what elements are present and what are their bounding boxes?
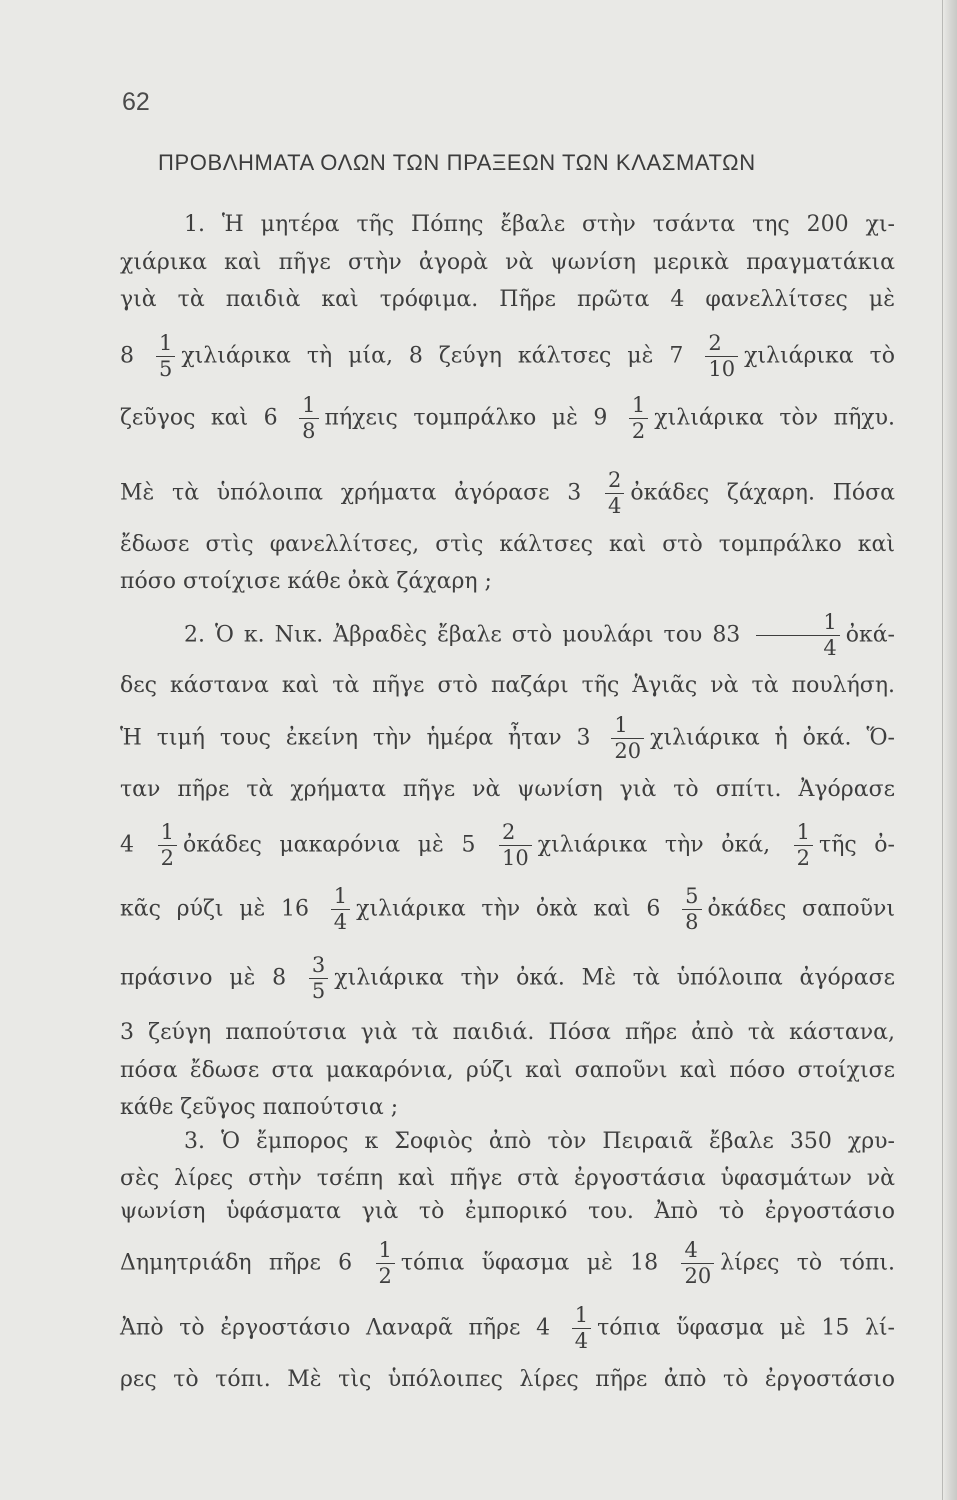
problem-2-line-8: 3 ζεύγη παπούτσια γιὰ τὰ παιδιά. Πόσα πῆρε ἀπὸ τὰ κάστανα, bbox=[120, 1020, 895, 1045]
problem-3-line-3: ψωνίση ὑφάσματα γιὰ τὸ ἐμπορικό του. Ἀπὸ τὸ ἐργοστάσιο bbox=[120, 1199, 895, 1224]
fraction: $\frac{1}{4}$ bbox=[331, 886, 350, 933]
page-number: 62 bbox=[122, 88, 150, 116]
fraction: $\frac{1}{4}$ bbox=[756, 612, 839, 659]
problem-2-line-5: 4 $\frac{1}{2}$ ὀκάδες μακαρόνια μὲ 5 $\frac{2}{10}$ χιλιάρικα τὴν ὀκά, $\frac{1}{2}$ τῆς ὀ- bbox=[120, 820, 895, 870]
problem-1-line-2: χιάρικα καὶ πῆγε στὴν ἀγορὰ νὰ ψωνίση μερικὰ πραγματάκια bbox=[120, 250, 895, 275]
fraction: $\frac{1}{2}$ bbox=[158, 822, 177, 869]
problem-1-line-3: γιὰ τὰ παιδιὰ καὶ τρόφιμα. Πῆρε πρῶτα 4 φανελλίτσες μὲ bbox=[120, 287, 895, 312]
problem-2-line-4: ταν πῆρε τὰ χρήματα πῆγε νὰ ψωνίση γιὰ τὸ σπίτι. Ἀγόρασε bbox=[120, 777, 895, 802]
problem-3-line-6: ρες τὸ τόπι. Μὲ τὶς ὑπόλοιπες λίρες πῆρε ἀπὸ τὸ ἐργοστάσιο bbox=[120, 1367, 895, 1392]
page-edge-shadow bbox=[943, 0, 957, 1500]
fraction: $\frac{1}{5}$ bbox=[156, 333, 175, 380]
problem-1-line-4: 8 $\frac{1}{5}$ χιλιάρικα τὴ μία, 8 ζεύγη κάλτσες μὲ 7 $\frac{2}{10}$ χιλιάρικα τὸ bbox=[120, 331, 895, 381]
problem-1-line-8: πόσο στοίχισε κάθε ὀκὰ ζάχαρη ; bbox=[120, 569, 492, 594]
page-title: ΠΡΟΒΛΗΜΑΤΑ ΟΛΩΝ ΤΩΝ ΠΡΑΞΕΩΝ ΤΩΝ ΚΛΑΣΜΑΤΩΝ bbox=[158, 150, 756, 175]
problem-2-line-10: κάθε ζεῦγος παπούτσια ; bbox=[120, 1095, 399, 1120]
problem-1-line-6: Μὲ τὰ ὑπόλοιπα χρήματα ἀγόρασε 3 $\frac{2}{4}$ ὀκάδες ζάχαρη. Πόσα bbox=[120, 468, 895, 518]
problem-3-line-4: Δημητριάδη πῆρε 6 $\frac{1}{2}$ τόπια ὕφασμα μὲ 18 $\frac{4}{20}$ λίρες τὸ τόπι. bbox=[120, 1238, 895, 1288]
fraction: $\frac{1}{2}$ bbox=[629, 395, 648, 442]
problem-3-line-1: 3. Ὁ ἔμπορος κ Σοφιὸς ἀπὸ τὸν Πειραιᾶ ἔβαλε 350 χρυ- bbox=[184, 1129, 895, 1154]
fraction: $\frac{1}{4}$ bbox=[572, 1305, 591, 1352]
fraction: $\frac{3}{5}$ bbox=[309, 955, 328, 1002]
fraction: $\frac{2}{4}$ bbox=[605, 470, 624, 517]
problem-2-line-3: Ἡ τιμή τους ἐκείνη τὴν ἡμέρα ἦταν 3 $\frac{1}{20}$ χιλιάρικα ἡ ὀκά. Ὅ- bbox=[120, 713, 895, 763]
problem-1-line-1: 1. Ἡ μητέρα τῆς Πόπης ἔβαλε στὴν τσάντα της 200 χι- bbox=[184, 212, 895, 237]
problem-3-line-2: σὲς λίρες στὴν τσέπη καὶ πῆγε στὰ ἐργοστάσια ὑφασμάτων νὰ bbox=[120, 1166, 895, 1191]
problem-2-line-6: κᾶς ρύζι μὲ 16 $\frac{1}{4}$ χιλιάρικα τὴν ὀκὰ καὶ 6 $\frac{5}{8}$ ὀκάδες σαποῦνι bbox=[120, 884, 896, 934]
problem-1-line-7: ἔδωσε στὶς φανελλίτσες, στὶς κάλτσες καὶ στὸ τομπράλκο καὶ bbox=[120, 532, 895, 557]
problem-2-line-7: πράσινο μὲ 8 $\frac{3}{5}$ χιλιάρικα τὴν ὀκά. Μὲ τὰ ὑπόλοιπα ἀγόρασε bbox=[120, 953, 895, 1003]
fraction: $\frac{2}{10}$ bbox=[499, 822, 532, 869]
fraction: $\frac{1}{8}$ bbox=[299, 395, 318, 442]
fraction: $\frac{1}{20}$ bbox=[611, 715, 644, 762]
problem-3-line-5: Ἀπὸ τὸ ἐργοστάσιο Λαναρᾶ πῆρε 4 $\frac{1}{4}$ τόπια ὕφασμα μὲ 15 λί- bbox=[120, 1303, 895, 1353]
problem-2-line-1: 2. Ὁ κ. Νικ. Ἀβραδὲς ἔβαλε στὸ μουλάρι του 83 $\frac{1}{4}$ ὀκά- bbox=[184, 610, 895, 660]
problem-1-line-5: ζεῦγος καὶ 6 $\frac{1}{8}$ πήχεις τομπράλκο μὲ 9 $\frac{1}{2}$ χιλιάρικα τὸν πῆχυ. bbox=[120, 393, 895, 443]
problem-2-line-9: πόσα ἔδωσε στα μακαρόνια, ρύζι καὶ σαποῦνι καὶ πόσο στοίχισε bbox=[120, 1058, 895, 1083]
fraction: $\frac{2}{10}$ bbox=[705, 333, 738, 380]
problem-2-line-2: δες κάστανα καὶ τὰ πῆγε στὸ παζάρι τῆς Ἁγιᾶς νὰ τὰ πουλήση. bbox=[120, 673, 895, 698]
fraction: $\frac{1}{2}$ bbox=[376, 1240, 395, 1287]
fraction: $\frac{4}{20}$ bbox=[681, 1240, 714, 1287]
fraction: $\frac{1}{2}$ bbox=[794, 822, 813, 869]
fraction: $\frac{5}{8}$ bbox=[682, 886, 701, 933]
